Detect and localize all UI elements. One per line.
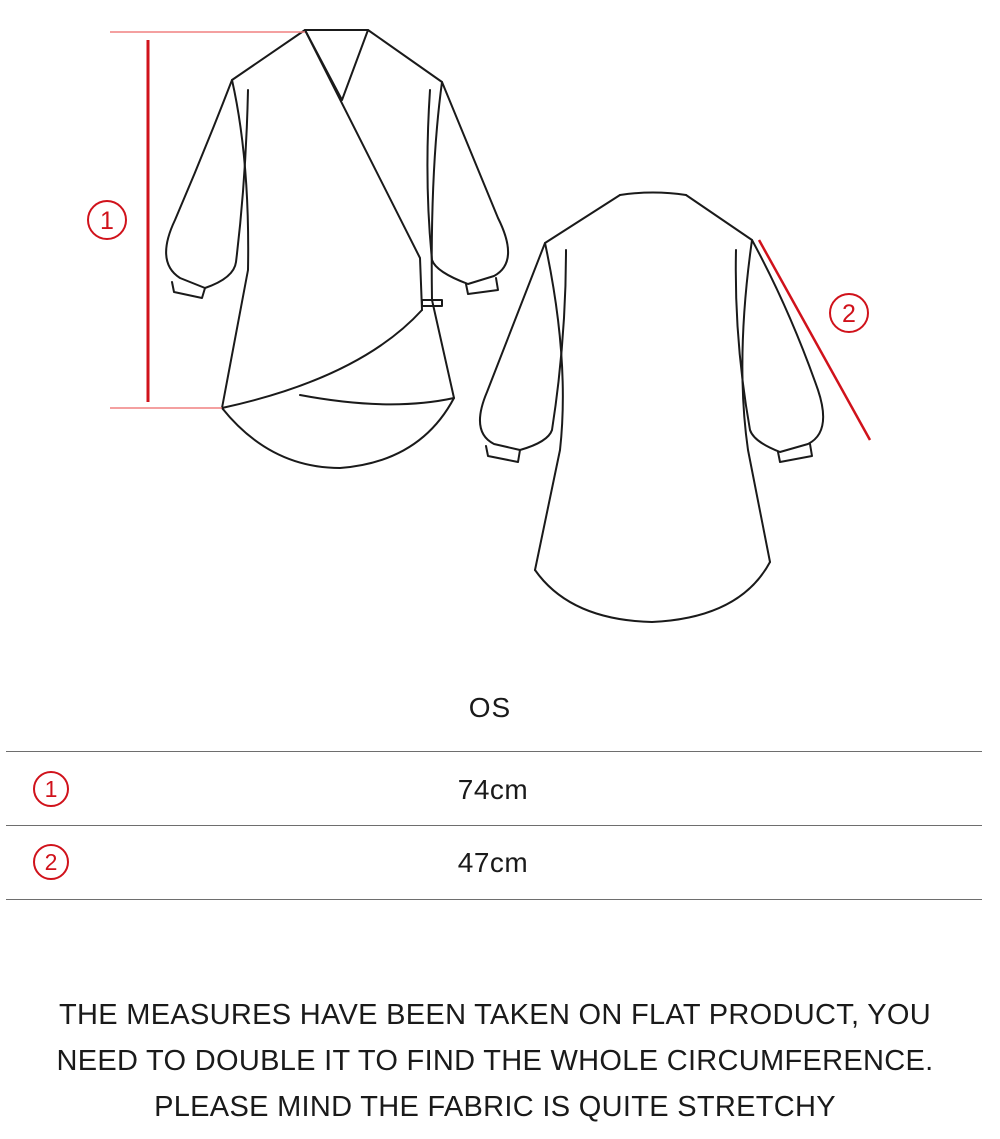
length-row-marker-label: 1 <box>44 776 58 802</box>
front-view-sketch <box>166 30 508 468</box>
note-line-1: THE MEASURES HAVE BEEN TAKEN ON FLAT PRODUCT, YOU <box>59 999 931 1031</box>
back-left-sleeve <box>480 243 566 450</box>
sleeve-marker-label: 2 <box>842 300 856 328</box>
front-back-hem <box>222 398 454 468</box>
front-right-sleeve <box>427 82 508 284</box>
sleeve-measure-line <box>759 240 870 440</box>
back-left-body <box>535 195 620 570</box>
front-under-hem <box>300 395 454 404</box>
back-neckline <box>620 193 686 196</box>
table-row-sleeve <box>0 827 980 899</box>
measurement-note <box>0 992 990 1130</box>
length-row-value: 74cm <box>457 774 529 805</box>
front-left-sleeve <box>166 80 248 288</box>
front-left-body <box>222 30 305 408</box>
sleeve-marker-badge <box>830 294 868 332</box>
back-view-sketch <box>480 193 823 623</box>
note-line-3: PLEASE MIND THE FABRIC IS QUITE STRETCHY <box>154 1091 836 1123</box>
front-collar <box>305 30 368 100</box>
size-column-header: OS <box>468 692 512 723</box>
note-line-2: NEED TO DOUBLE IT TO FIND THE WHOLE CIRCUMFERENCE. <box>56 1045 934 1077</box>
front-wrap-edge <box>305 30 422 310</box>
sleeve-row-marker-label: 2 <box>44 849 58 875</box>
table-rule-top <box>6 751 982 752</box>
front-right-body <box>368 30 454 398</box>
length-marker-badge <box>88 201 126 239</box>
table-rule-middle <box>6 825 982 826</box>
front-overlap-curve <box>222 310 422 408</box>
back-hem <box>535 562 770 622</box>
table-rule-bottom <box>6 899 982 900</box>
length-marker-label: 1 <box>100 207 114 235</box>
table-row-length <box>0 754 980 826</box>
sleeve-row-value: 47cm <box>457 847 529 878</box>
front-left-cuff <box>172 282 205 298</box>
